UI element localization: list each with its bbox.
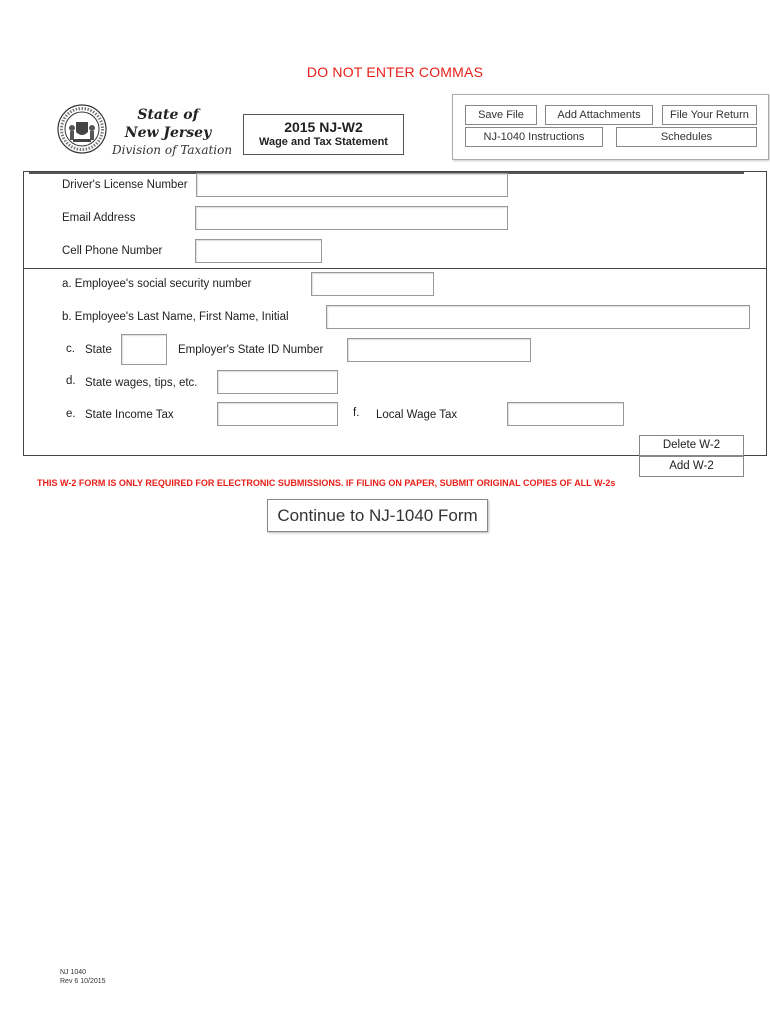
save-file-button[interactable]: Save File: [465, 105, 537, 125]
state-field[interactable]: [121, 334, 167, 365]
nj-1040-instructions-button[interactable]: NJ-1040 Instructions: [465, 127, 603, 147]
ssn-label: a. Employee's social security number: [62, 278, 252, 290]
form-title: 2015 NJ-W2: [284, 119, 363, 135]
toolbar-panel: [452, 94, 769, 160]
employer-state-id-label: Employer's State ID Number: [178, 344, 324, 356]
footer-form-id: NJ 1040: [60, 969, 87, 976]
form-revision-footer: [60, 968, 106, 986]
email-field[interactable]: [195, 206, 508, 230]
local-wage-tax-label: Local Wage Tax: [376, 409, 458, 421]
state-label: State: [85, 344, 112, 356]
nj-state-seal-icon: [57, 104, 107, 154]
local-wage-tax-field[interactable]: [507, 402, 624, 426]
schedules-button[interactable]: Schedules: [616, 127, 757, 147]
file-your-return-button[interactable]: File Your Return: [662, 105, 757, 125]
delete-w2-button[interactable]: Delete W-2: [639, 435, 744, 456]
cell-phone-field[interactable]: [195, 239, 322, 263]
local-wage-tax-letter: f.: [353, 407, 360, 419]
state-income-tax-field[interactable]: [217, 402, 338, 426]
employee-name-field[interactable]: [326, 305, 750, 329]
form-subtitle: Wage and Tax Statement: [259, 136, 388, 148]
add-w2-button[interactable]: Add W-2: [639, 456, 744, 477]
drivers-license-label: Driver's License Number: [62, 179, 188, 191]
footer-revision: Rev 6 10/2015: [60, 978, 106, 985]
employee-name-label: b. Employee's Last Name, First Name, Initial: [62, 311, 289, 323]
drivers-license-field[interactable]: [196, 173, 508, 197]
form-title-box: [243, 114, 404, 155]
continue-to-nj1040-button[interactable]: Continue to NJ-1040 Form: [267, 499, 488, 532]
state-name-line1: State of: [137, 107, 199, 123]
email-label: Email Address: [62, 212, 136, 224]
state-letter: c.: [66, 343, 75, 355]
employer-state-id-field[interactable]: [347, 338, 531, 362]
state-income-tax-label: State Income Tax: [85, 409, 174, 421]
state-wages-label: State wages, tips, etc.: [85, 377, 198, 389]
section-divider: [23, 268, 767, 269]
state-of-new-jersey-logo-text: [108, 106, 228, 142]
electronic-submission-notice: THIS W-2 FORM IS ONLY REQUIRED FOR ELECTRONIC SUBMISSIONS. IF FILING ON PAPER, SUBMIT ORIGINAL COPIES OF ALL W-2s: [37, 478, 616, 488]
state-wages-letter: d.: [66, 375, 76, 387]
cell-phone-label: Cell Phone Number: [62, 245, 163, 257]
state-name-line2: New Jersey: [124, 125, 212, 141]
division-of-taxation-text: Division of Taxation: [112, 143, 233, 157]
state-income-tax-letter: e.: [66, 408, 76, 420]
state-wages-field[interactable]: [217, 370, 338, 394]
do-not-enter-commas-warning: DO NOT ENTER COMMAS: [306, 64, 484, 80]
add-attachments-button[interactable]: Add Attachments: [545, 105, 653, 125]
ssn-field[interactable]: [311, 272, 434, 296]
